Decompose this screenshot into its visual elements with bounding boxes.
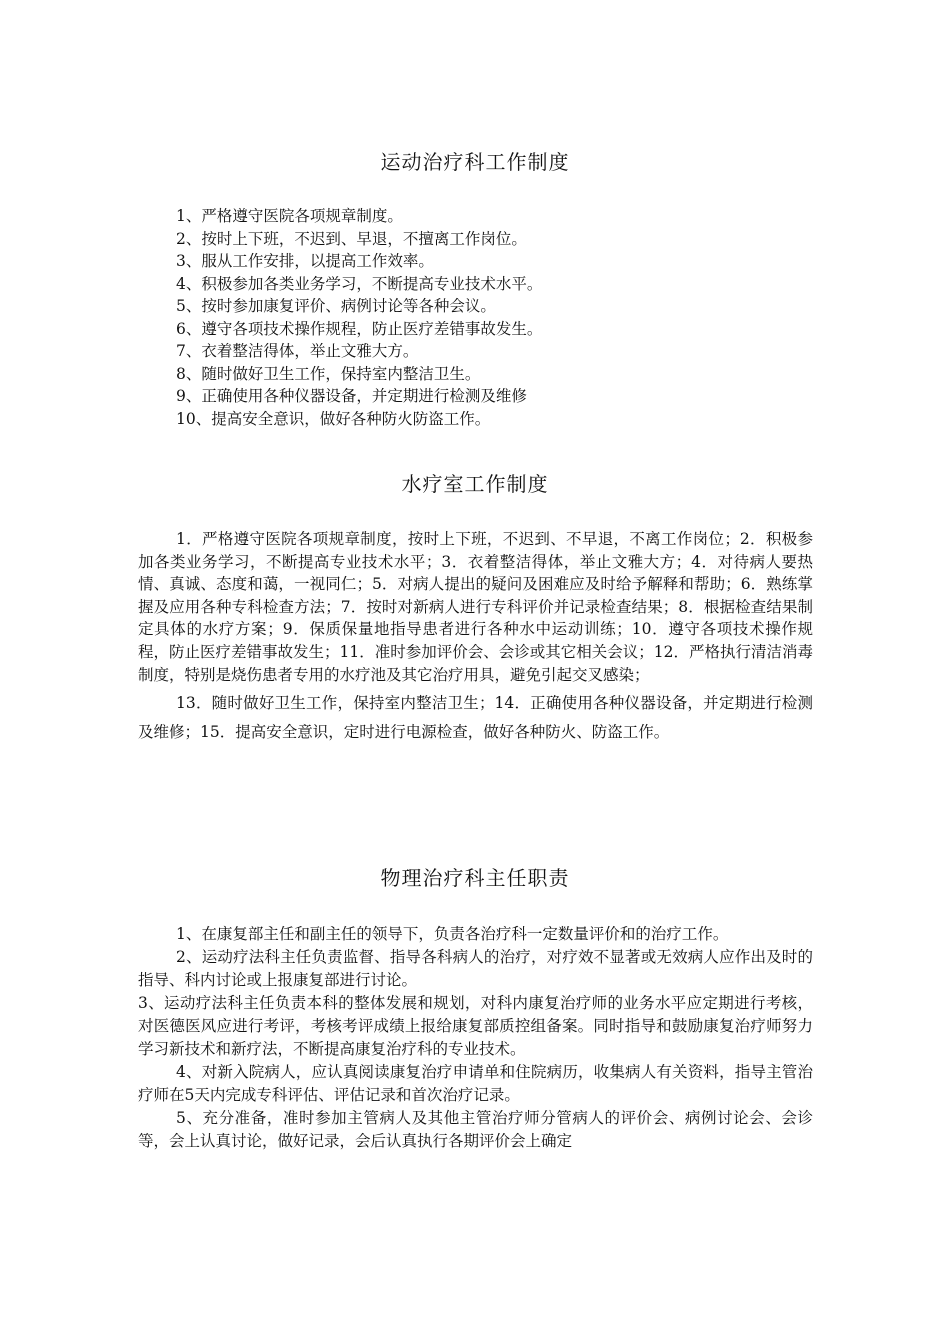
hydrotherapy-paragraph-1: 1．严格遵守医院各项规章制度，按时上下班，不迟到、不早退，不离工作岗位；2．积极参加各类业务学习，不断提高专业技术水平；3．衣着整洁得体，举止文雅大方；4．对待病人要热情、真诚、态度和蔼，一视同仁；5．对病人提出的疑问及困难应及时给予解释和帮助；6．熟练掌握及应用各种专科检查方法；7．按时对新病人进行专科评价并记录检查结果；8．根据检查结果制定具体的水疗方案；9．保质保量地指导患者进行各种水中运动训练；10．遵守各项技术操作规程，防止医疗差错事故发生；11．准时参加评价会、会诊或其它相关会议；12．严格执行清洁消毒制度，特别是烧伤患者专用的水疗池及其它治疗用具，避免引起交叉感染； xyxy=(138,530,813,684)
list-item: 4、积极参加各类业务学习，不断提高专业技术水平。 xyxy=(176,274,543,293)
list-item: 10、提高安全意识，做好各种防火防盗工作。 xyxy=(176,409,491,428)
list-item: 9、正确使用各种仪器设备，并定期进行检测及维修 xyxy=(176,387,527,405)
list-item: 6、遵守各项技术操作规程，防止医疗差错事故发生。 xyxy=(176,319,543,338)
hydrotherapy-paragraph-2: 13．随时做好卫生工作，保持室内整洁卫生；14．正确使用各种仪器设备，并定期进行检测及维修；15．提高安全意识，定时进行电源检查，做好各种防火、防盗工作。 xyxy=(138,694,813,742)
section-title-hydrotherapy: 水疗室工作制度 xyxy=(401,472,549,496)
director-duties xyxy=(138,923,813,1153)
list-item: 2、按时上下班，不迟到、早退，不擅离工作岗位。 xyxy=(176,229,527,248)
duty-paragraph-1: 1、在康复部主任和副主任的领导下，负责各治疗科一定数量评价和的治疗工作。 xyxy=(176,925,729,943)
duty-paragraph-5: 5、充分准备，准时参加主管病人及其他主管治疗师分管病人的评价会、病例讨论会、会诊等，会上认真讨论，做好记录，会后认真执行各期评价会上确定 xyxy=(138,1109,813,1150)
list-item: 7、衣着整洁得体，举止文雅大方。 xyxy=(176,342,419,360)
list-item: 3、服从工作安排，以提高工作效率。 xyxy=(176,252,434,270)
section-title-motion-therapy: 运动治疗科工作制度 xyxy=(380,150,570,174)
motion-therapy-rules-list xyxy=(176,205,542,430)
duty-paragraph-2: 2、运动疗法科主任负责监督、指导各科病人的治疗，对疗效不显著或无效病人应作出及时的指导、科内讨论或上报康复部进行讨论。 xyxy=(138,948,813,989)
section-title-director-duties: 物理治疗科主任职责 xyxy=(380,866,570,890)
list-item: 8、随时做好卫生工作，保持室内整洁卫生。 xyxy=(176,364,481,383)
duty-paragraph-4: 4、对新入院病人，应认真阅读康复治疗申请单和住院病历，收集病人有关资料，指导主管治疗师在5天内完成专科评估、评估记录和首次治疗记录。 xyxy=(138,1063,813,1104)
list-item: 1、严格遵守医院各项规章制度。 xyxy=(176,207,403,225)
duty-paragraph-3: 3、运动疗法科主任负责本科的整体发展和规划，对科内康复治疗师的业务水平应定期进行考核，对医德医风应进行考评，考核考评成绩上报给康复部质控组备案。同时指导和鼓励康复治疗师努力学习新技术和新疗法，不断提高康复治疗科的专业技术。 xyxy=(138,994,813,1058)
hydrotherapy-rules xyxy=(138,528,813,747)
list-item: 5、按时参加康复评价、病例讨论等各种会议。 xyxy=(176,297,496,315)
